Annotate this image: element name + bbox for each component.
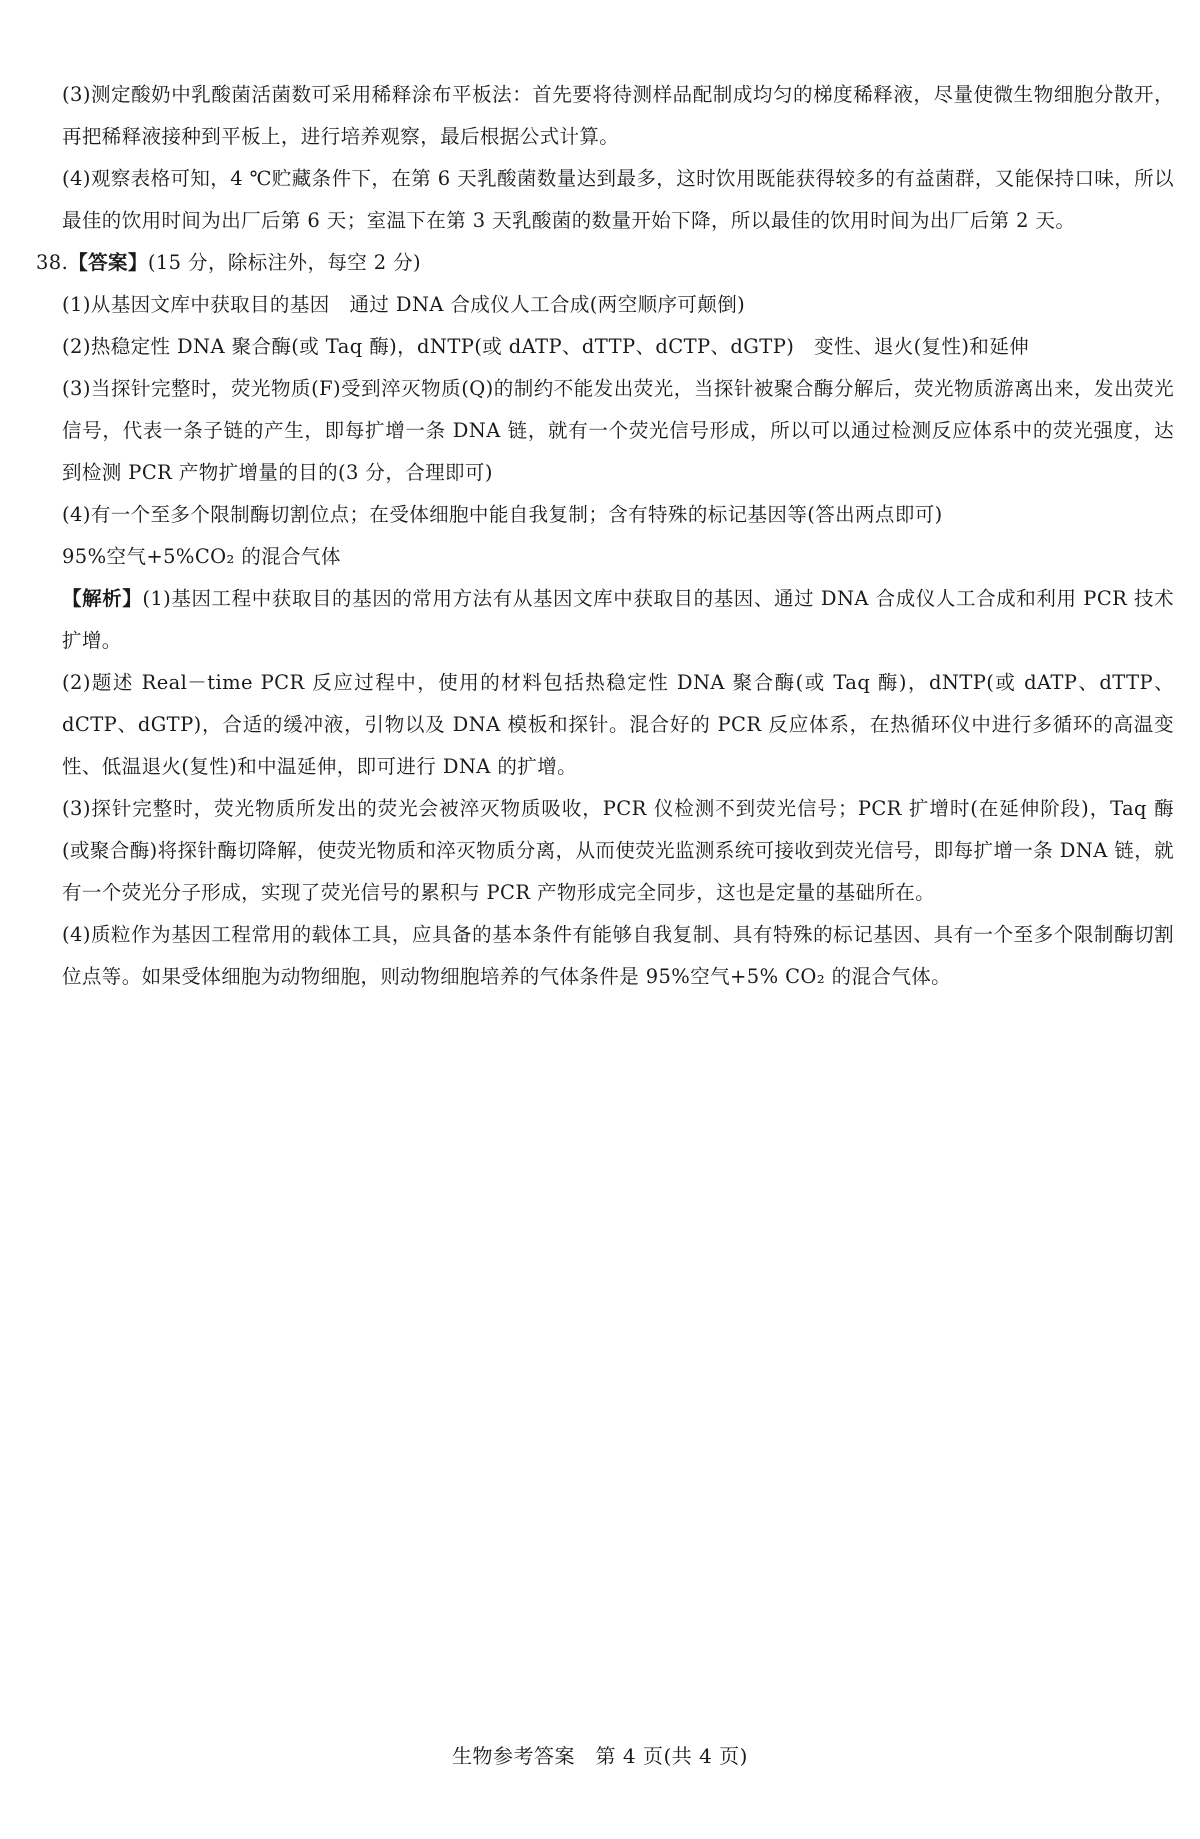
q37-part4-explanation: (4)观察表格可知，4 ℃贮藏条件下，在第 6 天乳酸菌数量达到最多，这时饮用既能获得较多的有益菌群，又能保持口味，所以最佳的饮用时间为出厂后第 6 天；室温下在第 3 天乳酸菌的数量开始下降，所以最佳的饮用时间为出厂后第 2 天。 [62,167,1174,232]
q38-analysis-3: (3)探针完整时，荧光物质所发出的荧光会被淬灭物质吸收，PCR 仪检测不到荧光信号；PCR 扩增时(在延伸阶段)，Taq 酶(或聚合酶)将探针酶切降解，使荧光物质和淬灭物质分离，从而使荧光监测系统可接收到荧光信号，即每扩增一条 DNA 链，就有一个荧光分子形成，实现了荧光信号的累积与 PCR 产物形成完全同步，这也是定量的基础所在。 [62,797,1174,904]
q38-answer-4: (4)有一个至多个限制酶切割位点；在受体细胞中能自我复制；含有特殊的标记基因等(答出两点即可) [62,503,943,526]
page-footer: 生物参考答案 第 4 页(共 4 页) [452,1744,748,1768]
q38-answer-header [36,242,1174,284]
analysis-label: 【解析】 [62,587,143,610]
q38-analysis-1 [62,578,1174,662]
q38-analysis-4: (4)质粒作为基因工程常用的载体工具，应具备的基本条件有能够自我复制、具有特殊的标记基因、具有一个至多个限制酶切割位点等。如果受体细胞为动物细胞，则动物细胞培养的气体条件是 95%空气+5% CO₂ 的混合气体。 [62,923,1174,988]
q38-answer-3: (3)当探针完整时，荧光物质(F)受到淬灭物质(Q)的制约不能发出荧光，当探针被聚合酶分解后，荧光物质游离出来，发出荧光信号，代表一条子链的产生，即每扩增一条 DNA 链，就有一个荧光信号形成，所以可以通过检测反应体系中的荧光强度，达到检测 PCR 产物扩增量的目的(3 分，合理即可) [62,377,1174,484]
q38-answer-2: (2)热稳定性 DNA 聚合酶(或 Taq 酶)，dNTP(或 dATP、dTTP、dCTP、dGTP) 变性、退火(复性)和延伸 [62,335,1030,358]
q37-part3-explanation: (3)测定酸奶中乳酸菌活菌数可采用稀释涂布平板法：首先要将待测样品配制成均匀的梯度稀释液，尽量使微生物细胞分散开，再把稀释液接种到平板上，进行培养观察，最后根据公式计算。 [62,83,1174,148]
answer-content [36,74,1175,998]
answer-note: (15 分，除标注外，每空 2 分) [147,251,422,274]
q38-analysis-2: (2)题述 Real－time PCR 反应过程中，使用的材料包括热稳定性 DNA 聚合酶(或 Taq 酶)，dNTP(或 dATP、dTTP、dCTP、dGTP)，合适的缓冲液，引物以及 DNA 模板和探针。混合好的 PCR 反应体系，在热循环仪中进行多循环的高温变性、低温退火(复性)和中温延伸，即可进行 DNA 的扩增。 [62,671,1174,778]
q38-answer-1: (1)从基因文库中获取目的基因 通过 DNA 合成仪人工合成(两空顺序可颠倒) [62,293,746,316]
analysis-1-text: (1)基因工程中获取目的基因的常用方法有从基因文库中获取目的基因、通过 DNA 合成仪人工合成和利用 PCR 技术扩增。 [62,587,1175,652]
question-number: 38. [36,251,69,274]
answer-label: 【答案】 [68,251,148,274]
q38-answer-4b: 95%空气+5%CO₂ 的混合气体 [62,545,341,568]
